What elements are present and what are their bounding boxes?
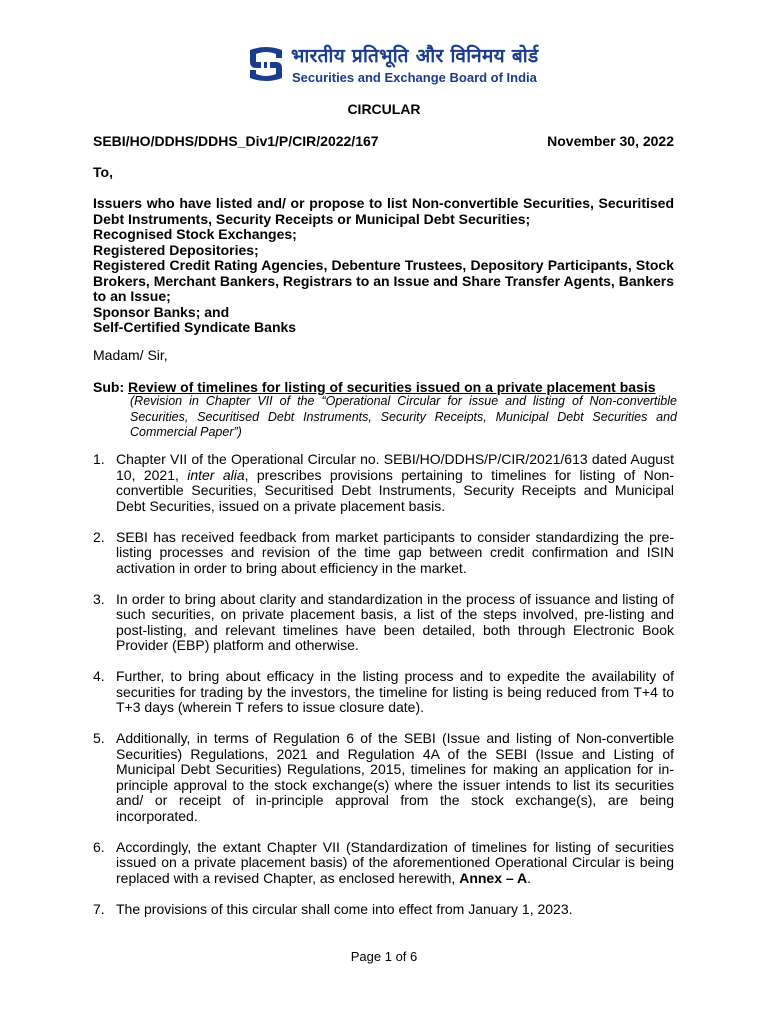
page-number: Page 1 of 6 — [350, 949, 418, 964]
paragraph-text: , prescribes provisions pertaining to timelines for listing of Non-convertible Securities, Securitised Debt Instruments, Security Receipts and Municipal Debt Securities, issued on a private placement basis. — [116, 466, 675, 514]
paragraph-item — [93, 530, 674, 577]
letterhead — [246, 44, 546, 88]
paragraph-text: SEBI has received feedback from market participants to consider standardizing the pre-listing processes and revision of the time gap between credit confirmation and ISIN activation in order to bring about efficiency in the market. — [116, 528, 674, 576]
org-name-english: Securities and Exchange Board of India — [292, 70, 537, 85]
circular-date: November 30, 2022 — [547, 133, 674, 149]
org-name-hindi: भारतीय प्रतिभूति और विनिमय बोर्ड — [291, 45, 539, 67]
paragraph-number: 1. — [93, 451, 105, 467]
paragraph-text: Chapter VII of the Operational Circular no. SEBI/HO/DDHS/P/CIR/2021/613 dated August 10, 2021, — [116, 451, 674, 483]
paragraph-text: Additionally, in terms of Regulation 6 of the SEBI (Issue and listing of Non-convertible Securities) Regulations, 2021 and Regulation 4A of the SEBI (Issue and Listing of Municipal Debt Securities) Regulations, 2015, timelines for making an application for in-principle approval to the stock exchange(s) where the issuer intends to list its securities and/ or receipt of in-principle approval from the stock exchange(s), are being incorporated. — [116, 730, 674, 824]
subject-label: Sub: — [93, 379, 125, 395]
paragraph-text: Further, to bring about efficacy in the listing process and to expedite the availability of securities for trading by the investors, the timeline for listing is being reduced from T+4 to T+3 days (wherein T refers to issue closure date). — [116, 668, 674, 715]
paragraph-number: 6. — [93, 838, 105, 855]
paragraph-item — [93, 592, 674, 654]
paragraph-item — [93, 840, 674, 887]
paragraph-text: . — [527, 869, 532, 886]
sebi-logo-icon — [246, 44, 286, 84]
circular-reference-number: SEBI/HO/DDHS/DDHS_Div1/P/CIR/2022/167 — [93, 133, 379, 149]
paragraph-item — [93, 731, 674, 824]
addressee: Self-Certified Syndicate Banks — [93, 319, 297, 335]
document-heading: CIRCULAR — [347, 101, 421, 117]
paragraph-item — [93, 902, 674, 918]
addressee: Registered Credit Rating Agencies, Debenture Trustees, Depository Participants, Stock Brokers, Merchant Bankers, Registrars to an Issue and Share Transfer Agents, Bankers to an Issue; — [93, 257, 674, 304]
numbered-paragraphs — [93, 452, 674, 933]
addressee: Sponsor Banks; and — [93, 303, 230, 320]
paragraph-text: The provisions of this circular shall come into effect from January 1, 2023. — [116, 900, 573, 917]
annex-reference: Annex – A — [459, 869, 528, 886]
to-label: To, — [93, 164, 113, 180]
salutation: Madam/ Sir, — [93, 347, 168, 363]
paragraph-number: 4. — [93, 668, 105, 684]
paragraph-number: 5. — [93, 730, 105, 746]
subject-title: Review of timelines for listing of securities issued on a private placement basis — [128, 379, 656, 395]
paragraph-text: In order to bring about clarity and standardization in the process of issuance and listing of such securities, on private placement basis, a list of the steps involved, pre-listing and post-listing, and relevant timelines have been detailed, both through Electronic Book Provider (EBP) platform and otherwise. — [116, 590, 674, 653]
paragraph-text: Accordingly, the extant Chapter VII (Standardization of timelines for listing of securities issued on a private placement basis) of the aforementioned Operational Circular is being replaced with a revised Chapter, as enclosed herewith, — [116, 838, 674, 886]
addressee: Issuers who have listed and/ or propose to list Non-convertible Securities, Securitised Debt Instruments, Security Receipts or Municipal Debt Securities; — [93, 195, 674, 227]
paragraph-number: 7. — [93, 900, 105, 917]
paragraph-item — [93, 452, 674, 514]
addressee: Recognised Stock Exchanges; — [93, 226, 297, 242]
paragraph-emphasis: inter alia — [187, 466, 245, 483]
revision-note: (Revision in Chapter VII of the “Operational Circular for issue and listing of Non-convertible Securities, Securitised Debt Instruments, Security Receipts, Municipal Debt Securities and Commercial Paper”) — [130, 394, 677, 439]
paragraph-number: 3. — [93, 590, 105, 607]
paragraph-item — [93, 669, 674, 716]
addressee: Registered Depositories; — [93, 241, 259, 258]
paragraph-number: 2. — [93, 528, 105, 545]
addressee-list — [93, 196, 674, 336]
reference-line — [93, 134, 674, 150]
